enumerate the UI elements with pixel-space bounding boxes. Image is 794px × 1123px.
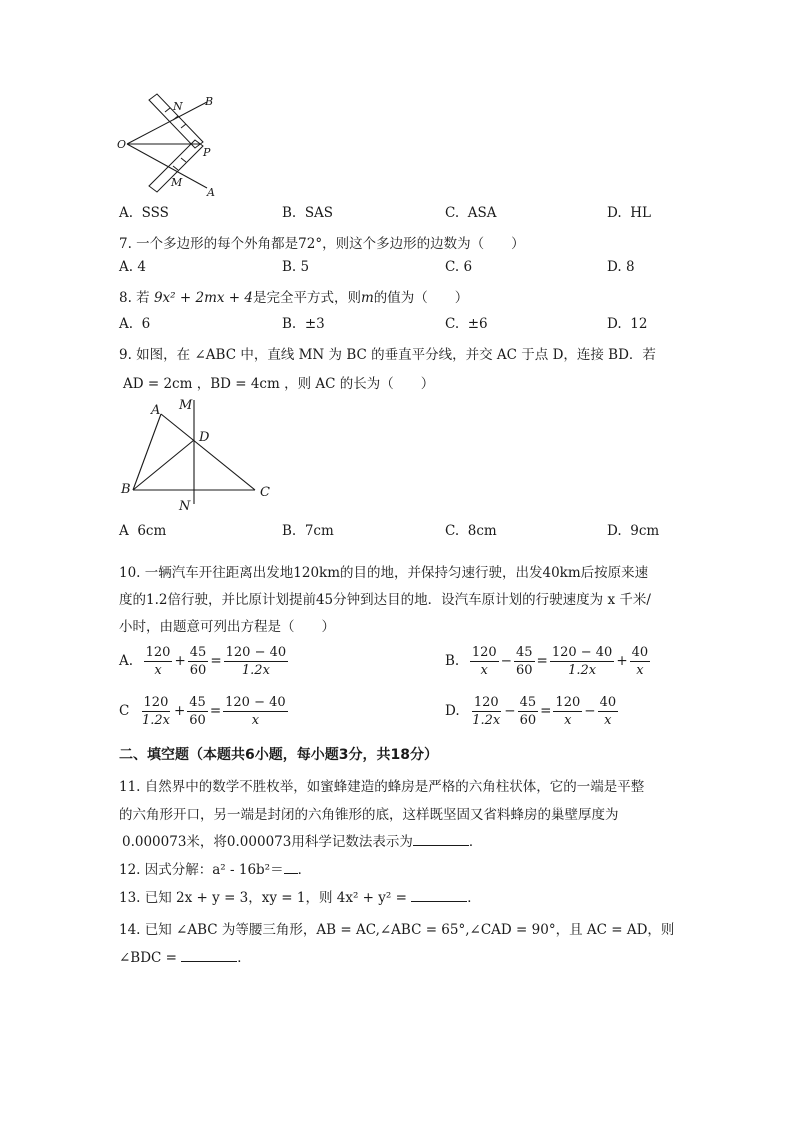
q8-option-d[interactable]: D. 12	[607, 316, 648, 332]
angle-bisector-figure	[115, 92, 225, 200]
fraction: $\frac{120}{x}$	[471, 645, 497, 678]
fraction: $\frac{45}{60}$	[515, 645, 533, 678]
q8-stem: 8. 若 9x² + 2mx + 4是完全平方式，则m的值为（ ）	[119, 290, 469, 306]
triangle-figure	[115, 396, 285, 516]
q8-expression: 9x² + 2mx + 4	[153, 290, 253, 306]
fig6-label-B: B	[205, 95, 214, 108]
q7-option-b[interactable]: B. 5	[282, 259, 310, 275]
q10-option-a[interactable]: A. $\frac{120}{x}$ + $\frac{45}{60}$ = $\frac{120 - 40}{1.2x}$	[119, 645, 287, 678]
fig6-label-P: P	[203, 146, 211, 159]
fig9-label-B: B	[121, 482, 131, 497]
fraction: $\frac{120}{x}$	[145, 645, 171, 678]
answer-blank[interactable]	[413, 844, 469, 846]
fraction: $\frac{45}{60}$	[519, 695, 537, 728]
answer-blank[interactable]	[181, 960, 237, 962]
section-heading: 二、填空题（本题共6小题，每小题3分，共18分）	[119, 747, 438, 763]
fig6-label-A: A	[207, 186, 215, 199]
fig9-label-D: D	[199, 430, 210, 445]
q8-option-a[interactable]: A. 6	[119, 316, 151, 332]
q10-stem-line1: 10. 一辆汽车开往距离出发地120km的目的地，并保持匀速行驶，出发40km后按原来速	[119, 565, 649, 581]
q11-stem-line2: 的六角形开口，另一端是封闭的六角锥形的底，这样既坚固又省料蜂房的巢壁厚度为	[119, 807, 619, 823]
q8-option-c[interactable]: C. ±6	[445, 316, 488, 332]
fraction: $\frac{120 - 40}{x}$	[225, 695, 286, 728]
fraction: $\frac{45}{60}$	[189, 645, 207, 678]
fig6-label-M: M	[171, 176, 183, 189]
fraction: $\frac{40}{x}$	[599, 695, 617, 728]
q10-stem-line2: 度的1.2倍行驶，并比原计划提前45分钟到达目的地．设汽车原计划的行驶速度为 x 千米/	[119, 592, 651, 608]
q9-option-a[interactable]: A 6cm	[119, 523, 167, 539]
q7-option-c[interactable]: C. 6	[445, 259, 473, 275]
fraction: $\frac{120 - 40}{1.2x}$	[551, 645, 613, 678]
fig9-label-N: N	[179, 499, 191, 514]
q9-option-b[interactable]: B. 7cm	[282, 523, 334, 539]
q6-option-b[interactable]: B. SAS	[282, 205, 334, 221]
q14-stem-line1: 14. 已知 ∠ABC 为等腰三角形，AB = AC,∠ABC = 65°,∠CAD = 90°，且 AC = AD，则	[119, 922, 675, 938]
q14-stem-line2: ∠BDC = ．	[119, 950, 251, 966]
q6-option-d[interactable]: D. HL	[607, 205, 651, 221]
fraction: $\frac{120}{1.2x}$	[472, 695, 501, 728]
answer-blank[interactable]	[284, 872, 298, 874]
fig9-label-C: C	[260, 485, 270, 500]
fig9-label-M: M	[179, 398, 193, 413]
fraction: $\frac{120}{x}$	[555, 695, 581, 728]
q12-stem: 12. 因式分解：a² - 16b²＝ ．	[119, 862, 312, 878]
answer-blank[interactable]	[411, 900, 467, 902]
fraction: $\frac{40}{x}$	[631, 645, 649, 678]
q7-stem: 7. 一个多边形的每个外角都是72°，则这个多边形的边数为（ ）	[119, 236, 525, 252]
fraction: $\frac{120 - 40}{1.2x}$	[225, 645, 287, 678]
q10-option-b[interactable]: B. $\frac{120}{x}$ − $\frac{45}{60}$ = $\frac{120 - 40}{1.2x}$ + $\frac{40}{x}$	[445, 645, 649, 678]
q11-stem-line1: 11. 自然界中的数学不胜枚举，如蜜蜂建造的蜂房是严格的六角柱状体，它的一端是平整	[119, 779, 645, 795]
q10-stem-line3: 小时，由题意可列出方程是（ ）	[119, 619, 335, 635]
fig6-label-N: N	[173, 100, 183, 113]
q9-stem-line1: 9. 如图，在 ∠ABC 中，直线 MN 为 BC 的垂直平分线，并交 AC 于点 D，连接 BD．若	[119, 347, 656, 363]
fig6-label-O: O	[117, 138, 127, 151]
q9-stem-line2: AD = 2cm ，BD = 4cm ，则 AC 的长为（ ）	[123, 376, 435, 392]
q8-option-b[interactable]: B. ±3	[282, 316, 325, 332]
fraction: $\frac{120}{1.2x}$	[141, 695, 170, 728]
q13-stem: 13. 已知 2x + y = 3，xy = 1，则 4x² + y² = ．	[119, 890, 481, 906]
q6-option-c[interactable]: C. ASA	[445, 205, 497, 221]
q9-option-d[interactable]: D. 9cm	[607, 523, 660, 539]
fig9-label-A: A	[151, 403, 161, 418]
q11-stem-line3: 0.000073米，将0.000073用科学记数法表示为 ．	[122, 834, 483, 850]
q7-option-a[interactable]: A. 4	[119, 259, 146, 275]
q7-option-d[interactable]: D. 8	[607, 259, 635, 275]
q6-option-a[interactable]: A. SSS	[119, 205, 169, 221]
q9-option-c[interactable]: C. 8cm	[445, 523, 497, 539]
q10-option-c[interactable]: C $\frac{120}{1.2x}$ + $\frac{45}{60}$ = $\frac{120 - 40}{x}$	[119, 695, 286, 728]
q10-option-d[interactable]: D. $\frac{120}{1.2x}$ − $\frac{45}{60}$ = $\frac{120}{x}$ − $\frac{40}{x}$	[445, 695, 617, 728]
fraction: $\frac{45}{60}$	[189, 695, 206, 728]
